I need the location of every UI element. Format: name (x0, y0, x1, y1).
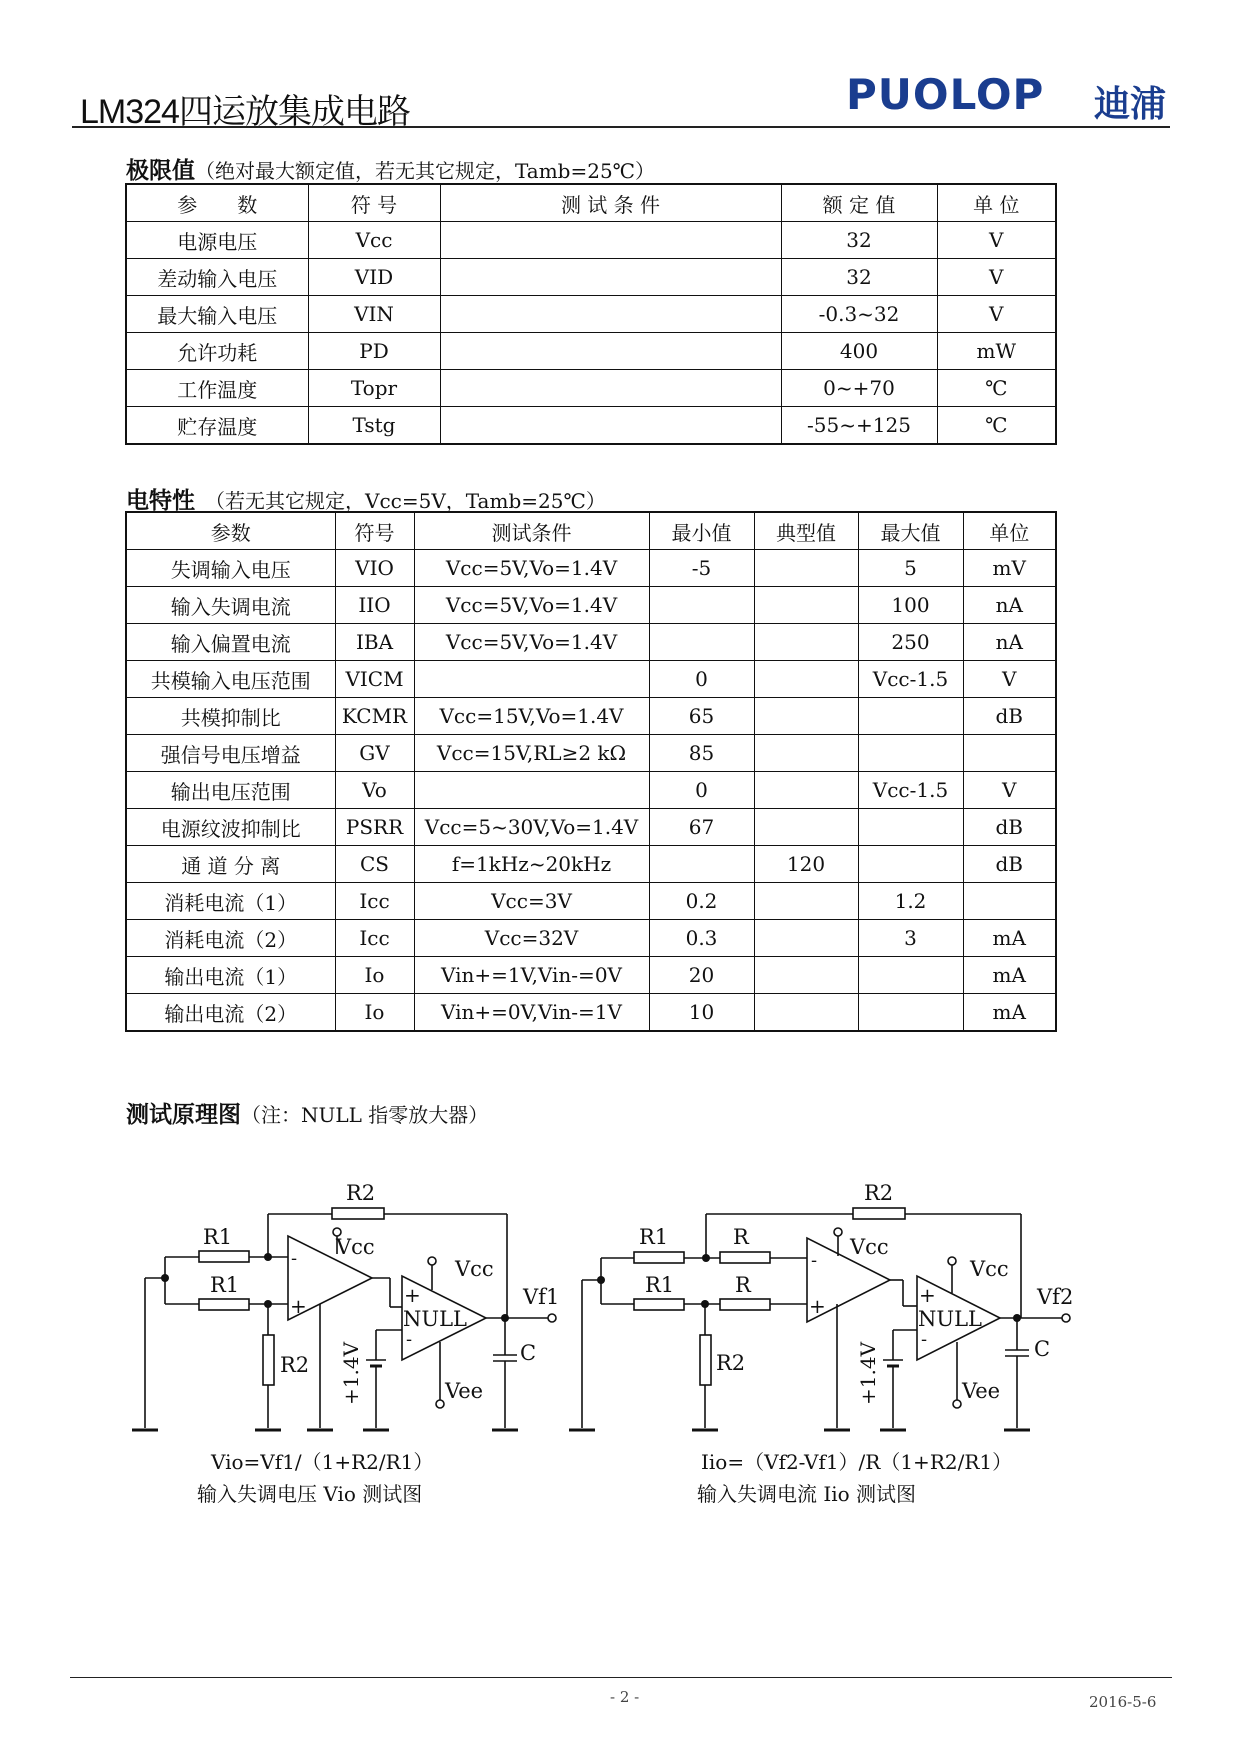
label-r2-bottom: R2 (280, 1353, 310, 1377)
label-r-b: R (735, 1273, 751, 1297)
table-row (126, 296, 1056, 333)
table-cell: 差动输入电压 (126, 259, 308, 296)
table-cell: mA (963, 994, 1056, 1032)
elec-note: （若无其它规定，Vcc=5V，Tamb=25℃） (205, 489, 606, 513)
footer-rule (70, 1677, 1172, 1678)
col-header: 单位 (963, 512, 1056, 550)
table-cell: f=1kHz~20kHz (414, 846, 649, 883)
table-cell: Icc (335, 920, 414, 957)
table-cell: V (963, 661, 1056, 698)
col-header: 最小值 (649, 512, 754, 550)
table-cell: 消耗电流（1） (126, 883, 335, 920)
table-cell: PSRR (335, 809, 414, 846)
col-header: 测试条件 (414, 512, 649, 550)
table-cell: 输入失调电流 (126, 587, 335, 624)
brand-logo-chinese: 迪浦 (1094, 84, 1167, 125)
label-bias: +1.4V (856, 1341, 880, 1405)
table-cell: 电源纹波抑制比 (126, 809, 335, 846)
table-cell: Icc (335, 883, 414, 920)
table-row (126, 920, 1056, 957)
table-cell (649, 587, 754, 624)
table-cell: mV (963, 550, 1056, 587)
table-cell: Topr (308, 370, 440, 407)
table-cell: Vcc=15V,RL≥2 kΩ (414, 735, 649, 772)
table-cell: 32 (781, 259, 937, 296)
iio-caption: 输入失调电流 Iio 测试图 (697, 1482, 917, 1506)
table-cell: 85 (649, 735, 754, 772)
table-cell (414, 661, 649, 698)
table-row (126, 333, 1056, 370)
elec-table (125, 511, 1057, 1032)
table-header-row (126, 184, 1056, 222)
table-cell (414, 772, 649, 809)
label-r1-b: R1 (210, 1273, 240, 1297)
table-cell: 32 (781, 222, 937, 259)
table-row (126, 407, 1056, 445)
table-cell: Vcc=5~30V,Vo=1.4V (414, 809, 649, 846)
label-plus-1: + (809, 1294, 826, 1318)
table-row (126, 587, 1056, 624)
table-cell: PD (308, 333, 440, 370)
table-cell: dB (963, 698, 1056, 735)
table-cell: -55~+125 (781, 407, 937, 445)
label-plus-2: + (404, 1283, 421, 1307)
label-minus-2: - (406, 1329, 413, 1350)
header-rule (72, 126, 1170, 128)
label-minus-1: - (811, 1250, 818, 1271)
table-cell: -5 (649, 550, 754, 587)
table-cell: V (937, 259, 1056, 296)
label-bias: +1.4V (339, 1341, 363, 1405)
table-cell: 0.2 (649, 883, 754, 920)
table-row (126, 550, 1056, 587)
label-vcc-2: Vcc (970, 1257, 1009, 1281)
label-r2-top: R2 (346, 1181, 376, 1205)
document-title: LM324四运放集成电路 (80, 93, 410, 131)
col-header: 测 试 条 件 (440, 184, 781, 222)
col-header: 单 位 (937, 184, 1056, 222)
table-cell: 10 (649, 994, 754, 1032)
label-minus-2: - (921, 1329, 928, 1350)
col-header: 符 号 (308, 184, 440, 222)
table-cell: Vcc-1.5 (858, 772, 963, 809)
table-cell: 输入偏置电流 (126, 624, 335, 661)
table-cell (440, 370, 781, 407)
table-cell: ℃ (937, 370, 1056, 407)
table-cell: 67 (649, 809, 754, 846)
table-cell: 失调输入电压 (126, 550, 335, 587)
brand-logo: PUOLOP (846, 70, 1045, 119)
table-cell: Vcc=5V,Vo=1.4V (414, 587, 649, 624)
table-cell (754, 735, 858, 772)
table-cell (440, 222, 781, 259)
label-vf1: Vf1 (523, 1285, 560, 1309)
table-cell (440, 407, 781, 445)
table-cell (754, 920, 858, 957)
vio-test-circuit (0, 1160, 620, 1440)
table-cell: Vin+=0V,Vin-=1V (414, 994, 649, 1032)
table-cell: V (937, 296, 1056, 333)
table-cell: 5 (858, 550, 963, 587)
table-row (126, 772, 1056, 809)
vio-formula: Vio=Vf1/（1+R2/R1） (211, 1450, 434, 1474)
table-cell (754, 957, 858, 994)
table-cell: 0.3 (649, 920, 754, 957)
col-header: 典型值 (754, 512, 858, 550)
table-row (126, 735, 1056, 772)
label-vee: Vee (962, 1379, 1001, 1403)
table-cell: 共模抑制比 (126, 698, 335, 735)
label-cap: C (1034, 1337, 1051, 1361)
iio-test-circuit (560, 1160, 1100, 1440)
table-cell (754, 994, 858, 1032)
table-cell (754, 809, 858, 846)
table-row (126, 846, 1056, 883)
table-cell (440, 259, 781, 296)
label-r1-a: R1 (639, 1225, 669, 1249)
label-r1-a: R1 (203, 1225, 233, 1249)
abs-max-note: （绝对最大额定值，若无其它规定，Tamb=25℃） (195, 159, 656, 183)
table-cell: mW (937, 333, 1056, 370)
table-row (126, 883, 1056, 920)
label-vee: Vee (445, 1379, 484, 1403)
table-cell: 20 (649, 957, 754, 994)
table-cell: 通 道 分 离 (126, 846, 335, 883)
table-cell: Vcc=5V,Vo=1.4V (414, 550, 649, 587)
table-cell (858, 846, 963, 883)
test-heading (126, 1096, 488, 1129)
label-cap: C (520, 1341, 537, 1365)
table-cell (440, 333, 781, 370)
table-cell (754, 772, 858, 809)
table-cell: V (963, 772, 1056, 809)
table-cell (754, 661, 858, 698)
table-cell: dB (963, 846, 1056, 883)
label-r-a: R (733, 1225, 749, 1249)
table-cell: 0 (649, 772, 754, 809)
label-r1-b: R1 (645, 1273, 675, 1297)
table-cell (754, 883, 858, 920)
table-row (126, 370, 1056, 407)
table-cell: Vcc=5V,Vo=1.4V (414, 624, 649, 661)
table-cell: Tstg (308, 407, 440, 445)
table-cell: 120 (754, 846, 858, 883)
table-cell (963, 883, 1056, 920)
col-header: 参 数 (126, 184, 308, 222)
table-cell (858, 957, 963, 994)
table-cell: 电源电压 (126, 222, 308, 259)
label-vf2: Vf2 (1037, 1285, 1074, 1309)
table-cell: 输出电流（2） (126, 994, 335, 1032)
label-r2-top: R2 (864, 1181, 894, 1205)
label-plus-2: + (919, 1283, 936, 1307)
col-header: 额 定 值 (781, 184, 937, 222)
table-row (126, 698, 1056, 735)
table-cell: 输出电流（1） (126, 957, 335, 994)
table-row (126, 957, 1056, 994)
label-plus-1: + (290, 1294, 307, 1318)
table-cell: 消耗电流（2） (126, 920, 335, 957)
table-cell (440, 296, 781, 333)
table-cell: IBA (335, 624, 414, 661)
table-header-row (126, 512, 1056, 550)
label-null: NULL (403, 1307, 467, 1331)
table-cell: 1.2 (858, 883, 963, 920)
table-cell: 250 (858, 624, 963, 661)
abs-max-heading (126, 152, 655, 185)
table-cell: 0~+70 (781, 370, 937, 407)
label-r2-bottom: R2 (716, 1351, 746, 1375)
table-row (126, 222, 1056, 259)
table-cell: Io (335, 994, 414, 1032)
label-vcc-1: Vcc (850, 1235, 889, 1259)
table-cell: IIO (335, 587, 414, 624)
table-cell: Vcc=32V (414, 920, 649, 957)
table-cell: nA (963, 587, 1056, 624)
table-cell (858, 698, 963, 735)
page-number: - 2 - (610, 1688, 640, 1706)
table-cell: GV (335, 735, 414, 772)
table-cell: 100 (858, 587, 963, 624)
elec-title: 电特性 (126, 487, 195, 514)
table-cell: VIN (308, 296, 440, 333)
label-vcc-2: Vcc (455, 1257, 494, 1281)
table-cell: 65 (649, 698, 754, 735)
table-cell: mA (963, 920, 1056, 957)
table-cell: KCMR (335, 698, 414, 735)
table-cell: 贮存温度 (126, 407, 308, 445)
label-minus-1: - (291, 1248, 298, 1269)
table-cell (754, 624, 858, 661)
table-cell: Vcc=3V (414, 883, 649, 920)
table-cell: VICM (335, 661, 414, 698)
table-cell: CS (335, 846, 414, 883)
table-row (126, 624, 1056, 661)
document-date: 2016-5-6 (1089, 1693, 1157, 1711)
table-cell (963, 735, 1056, 772)
table-cell: VID (308, 259, 440, 296)
table-cell: Vcc-1.5 (858, 661, 963, 698)
label-null: NULL (918, 1307, 982, 1331)
test-title: 测试原理图 (126, 1101, 241, 1128)
table-cell: Vo (335, 772, 414, 809)
label-vcc-1: Vcc (336, 1235, 375, 1259)
table-row (126, 994, 1056, 1032)
table-cell: dB (963, 809, 1056, 846)
table-row (126, 259, 1056, 296)
table-cell (858, 994, 963, 1032)
table-cell: ℃ (937, 407, 1056, 445)
table-cell: Vcc (308, 222, 440, 259)
table-cell (858, 735, 963, 772)
col-header: 符号 (335, 512, 414, 550)
table-cell: 400 (781, 333, 937, 370)
table-cell: Vin+=1V,Vin-=0V (414, 957, 649, 994)
table-cell: V (937, 222, 1056, 259)
table-cell: 强信号电压增益 (126, 735, 335, 772)
abs-max-table (125, 183, 1057, 445)
table-cell: 0 (649, 661, 754, 698)
table-cell (858, 809, 963, 846)
col-header: 最大值 (858, 512, 963, 550)
col-header: 参数 (126, 512, 335, 550)
table-cell: -0.3~32 (781, 296, 937, 333)
table-cell: 输出电压范围 (126, 772, 335, 809)
table-cell: 共模输入电压范围 (126, 661, 335, 698)
table-cell (754, 698, 858, 735)
table-cell: VIO (335, 550, 414, 587)
table-cell (754, 550, 858, 587)
vio-caption: 输入失调电压 Vio 测试图 (197, 1482, 423, 1506)
table-row (126, 661, 1056, 698)
table-cell: 最大输入电压 (126, 296, 308, 333)
table-cell (649, 846, 754, 883)
table-cell: 3 (858, 920, 963, 957)
table-cell (754, 587, 858, 624)
table-row (126, 809, 1056, 846)
table-cell: Io (335, 957, 414, 994)
test-note: （注：NULL 指零放大器） (241, 1103, 489, 1127)
table-cell: mA (963, 957, 1056, 994)
table-cell: 工作温度 (126, 370, 308, 407)
table-cell: 允许功耗 (126, 333, 308, 370)
abs-max-title: 极限值 (126, 157, 195, 184)
table-cell: nA (963, 624, 1056, 661)
table-cell (649, 624, 754, 661)
table-cell: Vcc=15V,Vo=1.4V (414, 698, 649, 735)
iio-formula: Iio=（Vf2-Vf1）/R（1+R2/R1） (701, 1450, 1013, 1474)
